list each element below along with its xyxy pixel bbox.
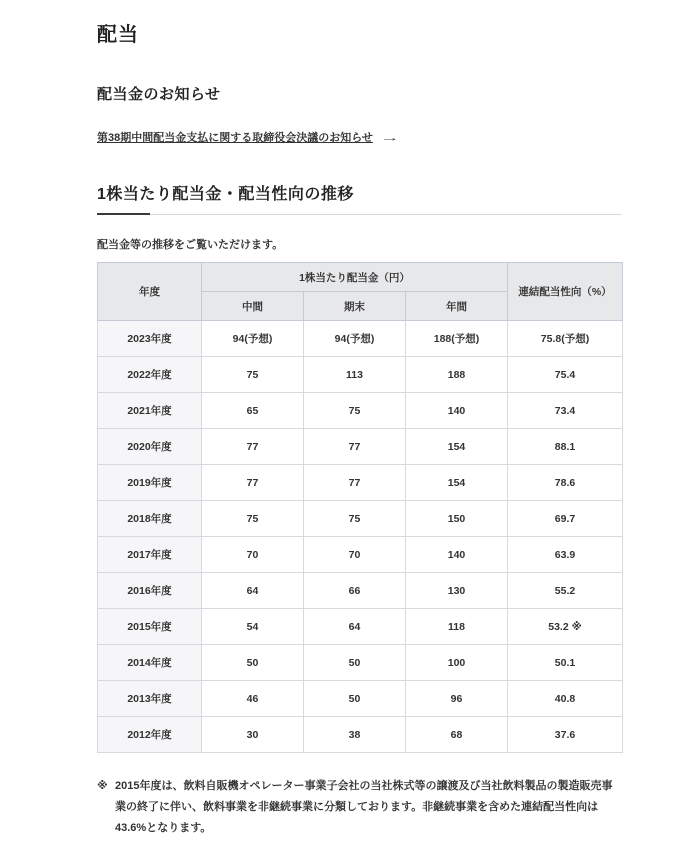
interim-cell: 75 <box>202 501 304 537</box>
yearend-cell: 75 <box>304 393 406 429</box>
payout-cell: 75.8(予想) <box>508 321 623 357</box>
yearend-cell: 38 <box>304 717 406 753</box>
th-year: 年度 <box>98 263 202 321</box>
annual-cell: 140 <box>406 393 508 429</box>
interim-cell: 94(予想) <box>202 321 304 357</box>
main-content <box>97 25 622 839</box>
interim-cell: 75 <box>202 357 304 393</box>
th-annual: 年間 <box>406 292 508 321</box>
payout-cell: 63.9 <box>508 537 623 573</box>
footnote-marker: ※ <box>97 780 108 792</box>
annual-cell: 140 <box>406 537 508 573</box>
table-row-2019 <box>98 465 623 501</box>
year-cell: 2016年度 <box>98 573 202 609</box>
payout-cell: 88.1 <box>508 429 623 465</box>
interim-cell: 64 <box>202 573 304 609</box>
annual-cell: 96 <box>406 681 508 717</box>
yearend-cell: 113 <box>304 357 406 393</box>
heading-underline-divider <box>97 213 622 215</box>
year-cell: 2012年度 <box>98 717 202 753</box>
payout-cell: 53.2 ※ <box>508 609 623 645</box>
table-row-2013 <box>98 681 623 717</box>
section-heading-dividend-trend: 1株当たり配当金・配当性向の推移 <box>97 186 354 203</box>
payout-cell: 55.2 <box>508 573 623 609</box>
yearend-cell: 70 <box>304 537 406 573</box>
payout-cell: 37.6 <box>508 717 623 753</box>
year-cell: 2020年度 <box>98 429 202 465</box>
year-cell: 2023年度 <box>98 321 202 357</box>
interim-cell: 54 <box>202 609 304 645</box>
payout-cell: 78.6 <box>508 465 623 501</box>
yearend-cell: 75 <box>304 501 406 537</box>
annual-cell: 188 <box>406 357 508 393</box>
annual-cell: 154 <box>406 465 508 501</box>
interim-cell: 70 <box>202 537 304 573</box>
interim-cell: 65 <box>202 393 304 429</box>
table-row-2022 <box>98 357 623 393</box>
th-interim: 中間 <box>202 292 304 321</box>
dividend-table <box>97 262 623 753</box>
footnote <box>97 776 622 839</box>
interim-cell: 46 <box>202 681 304 717</box>
annual-cell: 118 <box>406 609 508 645</box>
year-cell: 2013年度 <box>98 681 202 717</box>
year-cell: 2014年度 <box>98 645 202 681</box>
interim-cell: 77 <box>202 429 304 465</box>
intro-text: 配当金等の推移をご覧いただけます。 <box>97 239 284 251</box>
payout-cell: 69.7 <box>508 501 623 537</box>
table-row-2016 <box>98 573 623 609</box>
yearend-cell: 94(予想) <box>304 321 406 357</box>
table-row-2023 <box>98 321 623 357</box>
annual-cell: 68 <box>406 717 508 753</box>
yearend-cell: 50 <box>304 681 406 717</box>
year-cell: 2019年度 <box>98 465 202 501</box>
section-heading-dividend-news: 配当金のお知らせ <box>97 86 221 103</box>
annual-cell: 154 <box>406 429 508 465</box>
yearend-cell: 77 <box>304 429 406 465</box>
announcement-link-row <box>97 131 622 145</box>
interim-cell: 30 <box>202 717 304 753</box>
payout-cell: 50.1 <box>508 645 623 681</box>
yearend-cell: 50 <box>304 645 406 681</box>
table-header-row-1 <box>98 263 623 292</box>
th-payout-ratio: 連結配当性向（%） <box>508 263 623 321</box>
year-cell: 2021年度 <box>98 393 202 429</box>
yearend-cell: 77 <box>304 465 406 501</box>
year-cell: 2022年度 <box>98 357 202 393</box>
table-row-2018 <box>98 501 623 537</box>
arrow-right-icon: → <box>379 132 400 144</box>
yearend-cell: 66 <box>304 573 406 609</box>
year-cell: 2015年度 <box>98 609 202 645</box>
interim-cell: 50 <box>202 645 304 681</box>
annual-cell: 130 <box>406 573 508 609</box>
year-cell: 2017年度 <box>98 537 202 573</box>
table-row-2012 <box>98 717 623 753</box>
annual-cell: 100 <box>406 645 508 681</box>
yearend-cell: 64 <box>304 609 406 645</box>
payout-cell: 75.4 <box>508 357 623 393</box>
th-dividend-per-share-group: 1株当たり配当金（円） <box>202 263 508 292</box>
payout-cell: 73.4 <box>508 393 623 429</box>
payout-cell: 40.8 <box>508 681 623 717</box>
table-row-2015 <box>98 609 623 645</box>
footnote-text: 2015年度は、飲料自販機オペレーター事業子会社の当社株式等の譲渡及び当社飲料製品の製造販売事業の終了に伴い、飲料事業を非継続事業に分類しております。非継続事業を含めた連結配当性向は43.6%となります。 <box>115 780 613 834</box>
table-row-2017 <box>98 537 623 573</box>
annual-cell: 188(予想) <box>406 321 508 357</box>
interim-cell: 77 <box>202 465 304 501</box>
th-yearend: 期末 <box>304 292 406 321</box>
table-row-2020 <box>98 429 623 465</box>
table-row-2014 <box>98 645 623 681</box>
page-title: 配当 <box>97 24 139 46</box>
year-cell: 2018年度 <box>98 501 202 537</box>
annual-cell: 150 <box>406 501 508 537</box>
table-row-2021 <box>98 393 623 429</box>
announcement-link[interactable]: 第38期中間配当金支払に関する取締役会決議のお知らせ <box>97 132 373 144</box>
